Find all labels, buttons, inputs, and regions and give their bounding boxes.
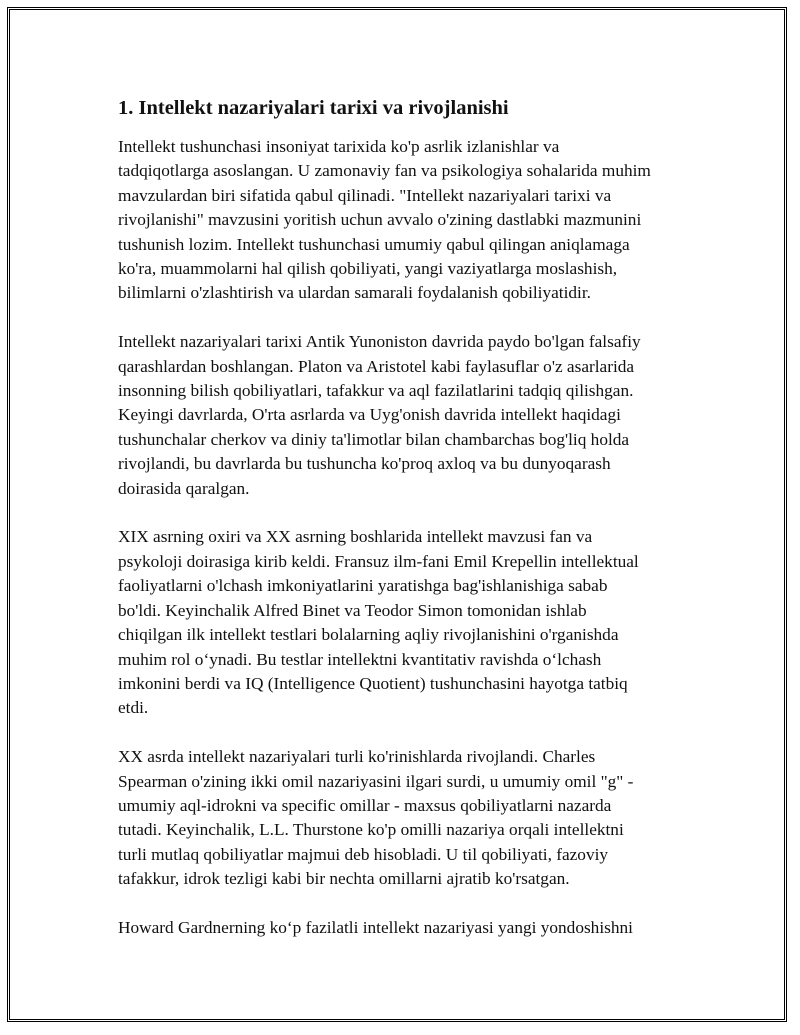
text-line: mavzulardan biri sifatida qabul qilinadi. "Intellekt nazariyalari tarixi va [118, 185, 612, 205]
text-line: XIX asrning oxiri va XX asrning boshlarida intellekt mavzusi fan va [118, 527, 593, 547]
text-line: Intellekt nazariyalari tarixi Antik Yunoniston davrida paydo bo'lgan falsafiy [118, 332, 641, 352]
text-line: rivojlandi, bu davrlarda bu tushuncha ko'proq axloq va bu dunyoqarash [118, 454, 611, 474]
text-line: Keyingi davrlarda, O'rta asrlarda va Uyg'onish davrida intellekt haqidagi [118, 405, 621, 425]
text-line: XX asrda intellekt nazariyalari turli ko'rinishlarda rivojlandi. Charles [118, 747, 596, 767]
text-line: tushunchalar cherkov va diniy ta'limotlar bilan chambarchas bog'liq holda [118, 429, 630, 449]
text-line: ko'ra, muammolarni hal qilish qobiliyati, yangi vaziyatlarga moslashish, [118, 259, 618, 279]
text-line: turli mutlaq qobiliyatlar majmui deb hisobladi. U til qobiliyati, fazoviy [118, 844, 609, 864]
text-line: Howard Gardnerning ko‘p fazilatli intellekt nazariyasi yangi yondoshishni [118, 917, 633, 937]
text-line: umumiy aql-idrokni va specific omillar - maxsus qobiliyatlarni nazarda [118, 795, 612, 815]
text-line: Intellekt tushunchasi insoniyat tarixida ko'p asrlik izlanishlar va [118, 137, 560, 156]
text-line: etdi. [118, 698, 149, 718]
document-content [118, 95, 688, 965]
text-line: tadqiqotlarga asoslangan. U zamonaviy fan va psikologiya sohalarida muhim [118, 161, 651, 181]
text-line: muhim rol o‘ynadi. Bu testlar intellektni kvantitativ ravishda o‘lchash [118, 649, 602, 669]
text-line: tushunish lozim. Intellekt tushunchasi umumiy qabul qilingan aniqlamaga [118, 234, 630, 254]
section-title: 1. Intellekt nazariyalari tarixi va rivojlanishi [118, 97, 509, 119]
text-line: faoliyatlarni o'lchash imkoniyatlarini yaratishga bag'ishlanishiga sabab [118, 576, 608, 596]
text-line: qarashlardan boshlangan. Platon va Aristotel kabi faylasuflar o'z asarlarida [118, 356, 635, 376]
paragraph-1 [118, 135, 688, 306]
text-line: imkonini berdi va IQ (Intelligence Quotient) tushunchasini hayotga tatbiq [118, 673, 628, 693]
text-line: chiqilgan ilk intellekt testlari bolalarning aqliy rivojlanishini o'rganishda [118, 625, 619, 645]
text-line: psykoloji doirasiga kirib keldi. Fransuz ilm-fani Emil Krepellin intellektual [118, 551, 639, 571]
paragraph-4 [118, 745, 688, 891]
text-line: rivojlanishi" mavzusini yoritish uchun avvalo o'zining dastlabki mazmunini [118, 210, 642, 230]
paragraph-5 [118, 916, 688, 940]
text-line: tutadi. Keyinchalik, L.L. Thurstone ko'p omilli nazariya orqali intellektni [118, 820, 624, 840]
text-line: Spearman o'zining ikki omil nazariyasini ilgari surdi, u umumiy omil "g" - [118, 771, 634, 791]
text-line: bilimlarni o'zlashtirish va ulardan samarali foydalanish qobiliyatidir. [118, 283, 591, 303]
text-line: tafakkur, idrok tezligi kabi bir nechta omillarni ajratib ko'rsatgan. [118, 869, 570, 889]
text-line: insonning bilish qobiliyatlari, tafakkur va aql fazilatlarini tadqiq qilishgan. [118, 381, 634, 401]
text-line: bo'ldi. Keyinchalik Alfred Binet va Teodor Simon tomonidan ishlab [118, 600, 587, 620]
paragraph-2 [118, 330, 688, 501]
paragraph-3 [118, 525, 688, 720]
text-line: doirasida qaralgan. [118, 478, 250, 498]
